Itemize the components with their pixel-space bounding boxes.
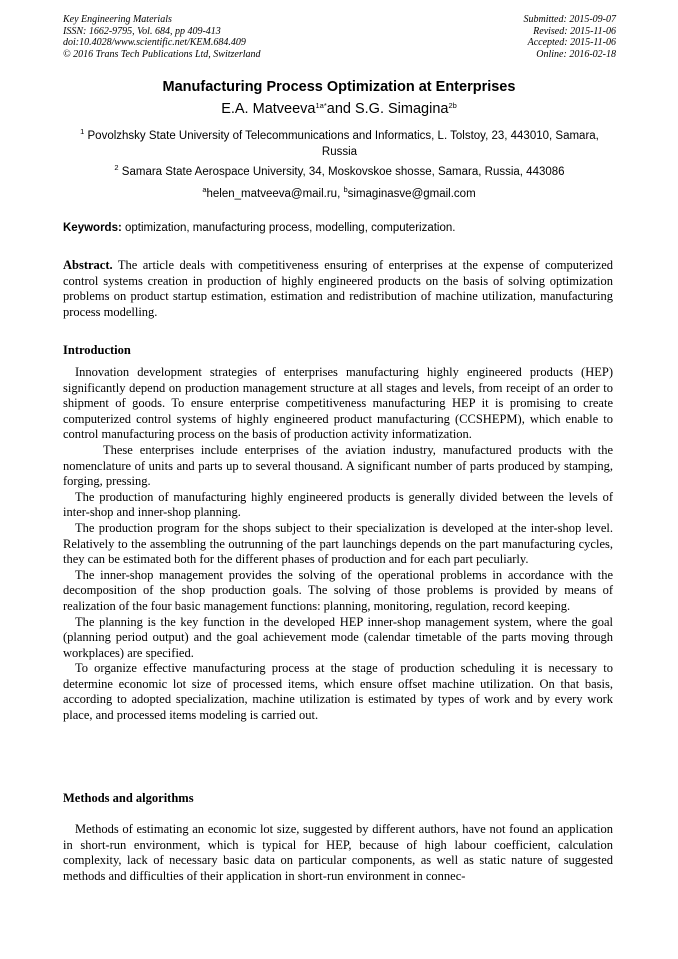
email-b-sup: b [343, 185, 348, 194]
copyright-line: © 2016 Trans Tech Publications Ltd, Switzerland [63, 48, 261, 60]
keywords-label: Keywords: [63, 222, 122, 234]
intro-paragraph: To organize effective manufacturing process at the stage of production scheduling it is necessary to determine economic lot size of processed items, which ensure offset machine utilization. On that basis, according to adopted specialization, machine utilization is estimated by types of work and by every work place, and processed items modeling is carried out. [63, 661, 613, 723]
affiliation-1 [63, 128, 616, 160]
introduction-heading: Introduction [63, 343, 131, 357]
author-2-sup: 2b [448, 101, 457, 110]
methods-heading: Methods and algorithms [63, 791, 194, 805]
methods-paragraph: Methods of estimating an economic lot size, suggested by different authors, have not found an application in short-run environment, which is typical for HEP, because of high labour coefficient, calculation complexity, lack of necessary basic data on particular components, as well as static nature of suggested methods and difficulties of their application in short-run environment in connec- [63, 822, 613, 883]
accepted-date: Accepted: 2015-11-06 [527, 37, 616, 48]
intro-paragraph: These enterprises include enterprises of the aviation industry, manufactured products with the nomenclature of units and parts up to several thousand. A significant number of parts produced by stamping, forging, pressing. [63, 442, 613, 489]
email-a: helen_matveeva@mail.ru, [206, 188, 341, 200]
submitted-date: Submitted: 2015-09-07 [523, 14, 616, 25]
email-line [0, 185, 678, 200]
author-1: E.A. Matveeva [221, 101, 316, 117]
journal-info [63, 14, 261, 60]
submission-dates [524, 14, 617, 60]
affiliation-1-text: Povolzhsky State University of Telecommunications and Informatics, L. Tolstoy, 23, 443010, Samara, Russia [87, 130, 599, 158]
abstract-text: The article deals with competitiveness ensuring of enterprises at the expense of computerized control systems creation in production of highly engineered products on the basis of solving optimization problems on product startup estimation, estimation and redistribution of machine utilization, manufacturing process modelling. [63, 258, 613, 319]
intro-paragraph: Innovation development strategies of enterprises manufacturing highly engineered products (HEP) significantly depend on production management structure at all stages and levels, from receipt of an order to shipment of goods. To ensure enterprise competitiveness manufacturing HEP it is promising to create computerized control systems of highly engineered product manufacturing (CCSHEPM), which enable to control manufacturing process on the basis of production activity informatization. [63, 365, 613, 442]
author-1-sup: 1a* [315, 101, 327, 110]
issn-line: ISSN: 1662-9795, Vol. 684, pp 409-413 [63, 25, 221, 37]
intro-paragraph: The production of manufacturing highly engineered products is generally divided between the levels of inter-shop and inner-shop planning. [63, 489, 613, 520]
affiliation-2-num: 2 [114, 163, 119, 172]
doi-line: doi:10.4028/www.scientific.net/KEM.684.409 [63, 37, 246, 48]
paper-title: Manufacturing Process Optimization at Enterprises [162, 79, 516, 95]
affiliation-2-text: Samara State Aerospace University, 34, Moskovskoe shosse, Samara, Russia, 443086 [121, 166, 565, 178]
affiliation-2 [63, 164, 616, 180]
methods-body [63, 822, 613, 884]
affiliation-1-num: 1 [80, 127, 85, 136]
revised-date: Revised: 2015-11-06 [533, 25, 616, 37]
journal-name: Key Engineering Materials [63, 14, 172, 25]
author-line [0, 101, 678, 117]
keywords-text: optimization, manufacturing process, modelling, computerization. [125, 222, 456, 234]
introduction-body [63, 365, 613, 724]
email-a-sup: a [202, 185, 207, 194]
author-2: and S.G. Simagina [326, 101, 449, 117]
abstract [63, 258, 613, 320]
email-b: simaginasve@gmail.com [347, 188, 476, 200]
intro-paragraph: The production program for the shops subject to their specialization is developed at the inter-shop level. Relatively to the assembling the outrunning of the part launchings depends on the part manufacturing cycles, they can be estimated both for the different phases of production and for each part peculiarly. [63, 520, 613, 567]
abstract-label: Abstract. [63, 258, 113, 272]
online-date: Online: 2016-02-18 [536, 48, 616, 60]
keywords [63, 222, 616, 234]
intro-paragraph: The planning is the key function in the developed HEP inner-shop management system, where the goal (planning period output) and the goal achievement mode (calendar timetable of the parts moving through workplaces) are specified. [63, 614, 613, 660]
intro-paragraph: The inner-shop management provides the solving of the operational problems in accordance with the decomposition of the shop production goals. The solving of those problems is provided by means of realization of the four basic management functions: planning, monitoring, regulation, record keeping. [63, 567, 613, 613]
